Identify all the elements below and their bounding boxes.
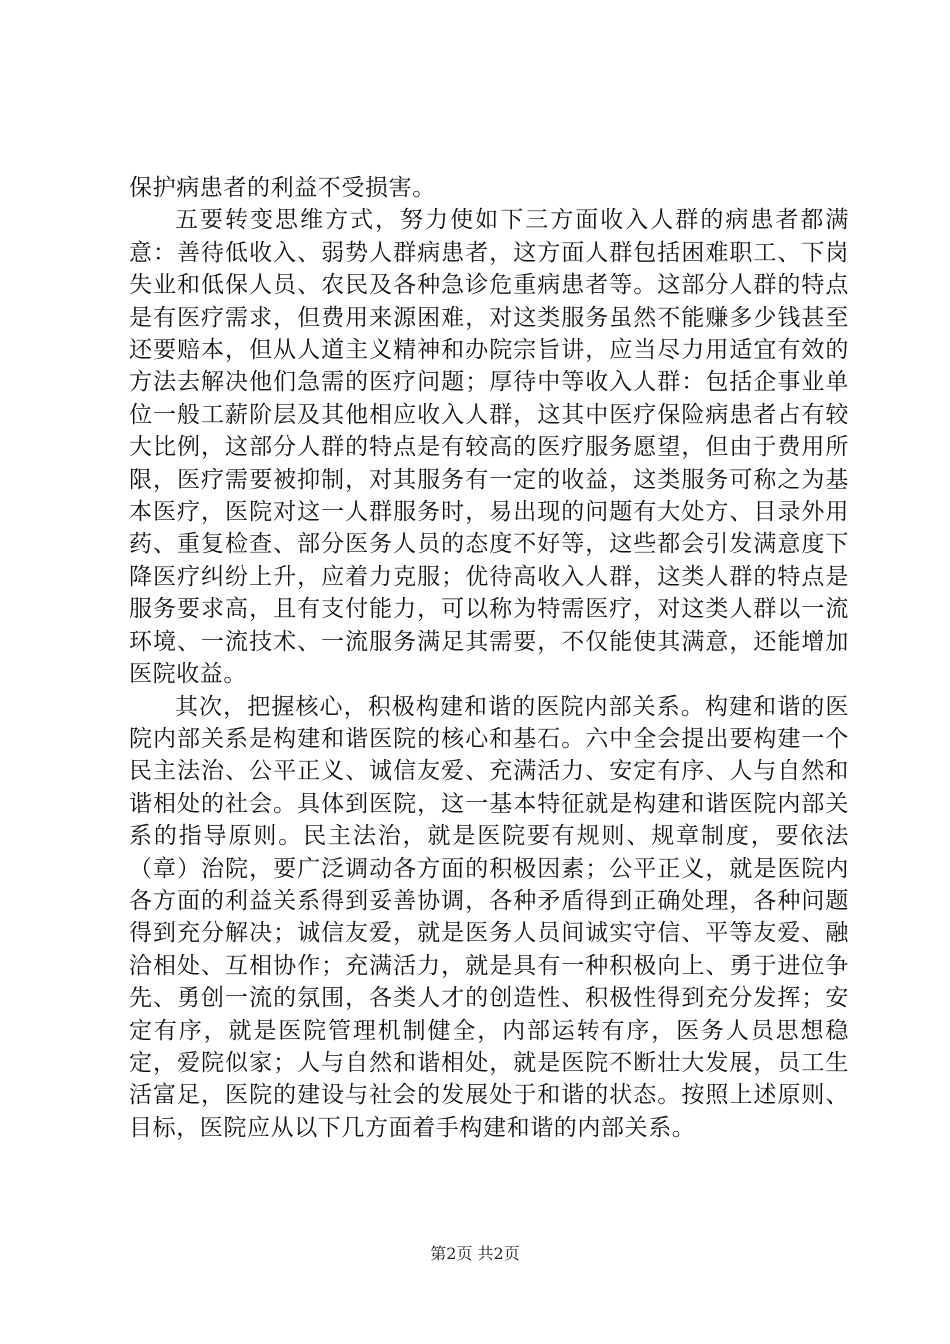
page-footer: 第2页 共2页 — [430, 1244, 520, 1263]
document-body — [129, 172, 849, 1144]
paragraph-internal-relations: 其次，把握核心，积极构建和谐的医院内部关系。构建和谐的医院内部关系是构建和谐医院的核心和基石。六中全会提出要构建一个民主法治、公平正义、诚信友爱、充满活力、安定有序、人与自然和谐相处的社会。具体到医院，这一基本特征就是构建和谐医院内部关系的指导原则。民主法治，就是医院要有规则、规章制度，要依法（章）治院，要广泛调动各方面的积极因素；公平正义，就是医院内各方面的利益关系得到妥善协调，各种矛盾得到正确处理，各种问题得到充分解决；诚信友爱，就是医务人员间诚实守信、平等友爱、融洽相处、互相协作；充满活力，就是具有一种积极向上、勇于进位争先、勇创一流的氛围，各类人才的创造性、积极性得到充分发挥；安定有序，就是医院管理机制健全，内部运转有序，医务人员思想稳定，爱院似家；人与自然和谐相处，就是医院不断壮大发展，员工生活富足，医院的建设与社会的发展处于和谐的状态。按照上述原则、目标，医院应从以下几方面着手构建和谐的内部关系。 — [129, 693, 849, 1141]
paragraph-continuation: 保护病患者的利益不受损害。 — [129, 175, 436, 201]
paragraph-income-groups: 五要转变思维方式，努力使如下三方面收入人群的病患者都满意：善待低收入、弱势人群病患者，这方面人群包括困难职工、下岗失业和低保人员、农民及各种急诊危重病患者等。这部分人群的特点是有医疗需求，但费用来源困难，对这类服务虽然不能赚多少钱甚至还要赔本，但从人道主义精神和办院宗旨讲，应当尽力用适宜有效的方法去解决他们急需的医疗问题；厚待中等收入人群：包括企事业单位一般工薪阶层及其他相应收入人群，这其中医疗保险病患者占有较大比例，这部分人群的特点是有较高的医疗服务愿望，但由于费用所限，医疗需要被抑制，对其服务有一定的收益，这类服务可称之为基本医疗，医院对这一人群服务时，易出现的问题有大处方、目录外用药、重复检查、部分医务人员的态度不好等，这些都会引发满意度下降医疗纠纷上升，应着力克服；优待高收入人群，这类人群的特点是服务要求高，且有支付能力，可以称为特需医疗，对这类人群以一流环境、一流技术、一流服务满足其需要，不仅能使其满意，还能增加医院收益。 — [129, 207, 849, 688]
